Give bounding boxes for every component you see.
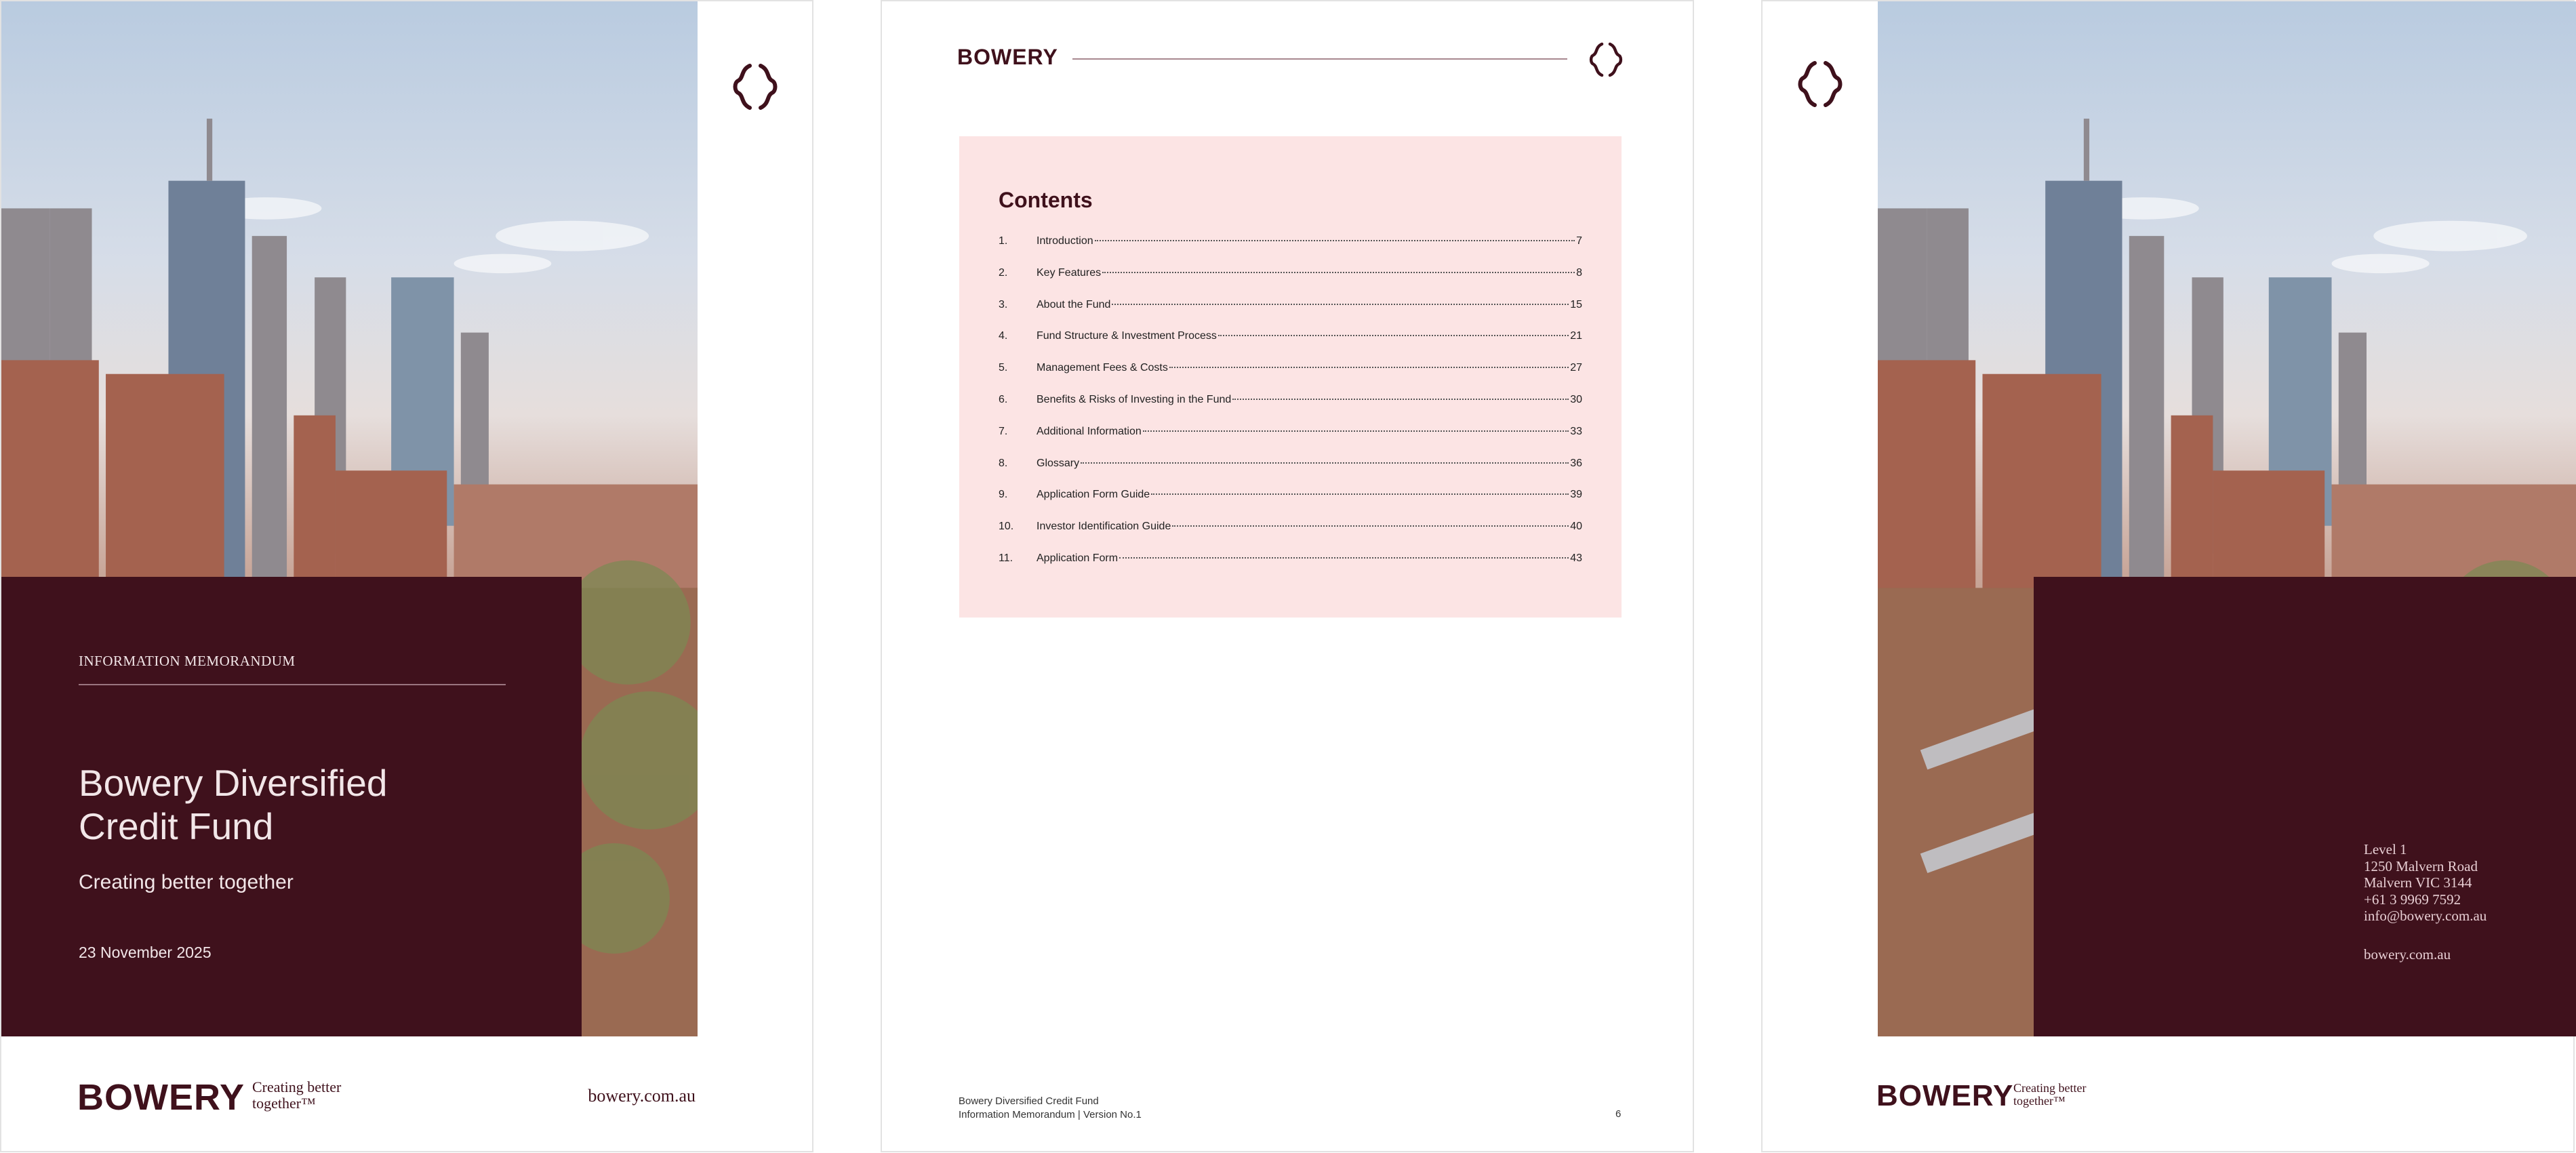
cover-title-panel: [1, 577, 582, 1036]
cover-subtitle: Creating better together: [79, 871, 294, 893]
toc-leader-dots: [1218, 335, 1569, 336]
toc-leader-dots: [1143, 430, 1569, 432]
toc-leader-dots: [1112, 304, 1569, 305]
bowery-mark-icon: [1796, 60, 1844, 108]
toc-entry[interactable]: [999, 267, 1582, 279]
toc-label: Glossary: [1037, 457, 1080, 469]
toc-leader-dots: [1095, 240, 1575, 241]
tagline-line-1: Creating better: [252, 1078, 342, 1095]
tagline-line-1: Creating better: [2013, 1081, 2087, 1095]
toc-leader-dots: [1081, 462, 1569, 464]
toc-label: About the Fund: [1037, 298, 1111, 310]
tagline-line-2: together™: [2013, 1094, 2066, 1108]
toc-label: Application Form Guide: [1037, 489, 1150, 501]
toc-number: 5.: [999, 362, 1008, 374]
toc-leader-dots: [1169, 367, 1569, 368]
contact-panel: [2034, 577, 2576, 1036]
toc-entry[interactable]: [999, 489, 1582, 501]
bowery-wordmark: BOWERY: [1876, 1079, 2014, 1112]
toc-page: 39: [1570, 489, 1582, 501]
toc-label: Additional Information: [1037, 425, 1142, 437]
back-cover-page: [1761, 0, 2575, 1152]
address-line: 1250 Malvern Road: [2364, 857, 2478, 874]
title-line-1: Bowery Diversified: [79, 762, 388, 804]
bowery-wordmark: BOWERY: [77, 1077, 245, 1118]
toc-entry[interactable]: [999, 521, 1582, 533]
tagline: [252, 1079, 341, 1112]
toc-label: Introduction: [1037, 235, 1093, 247]
toc-leader-dots: [1119, 557, 1569, 559]
toc-entry[interactable]: [999, 330, 1582, 342]
cover-date: 23 November 2025: [79, 944, 212, 961]
toc-label: Management Fees & Costs: [1037, 362, 1168, 374]
bowery-mark-icon: [1588, 42, 1624, 77]
toc-leader-dots: [1151, 493, 1569, 495]
page-number: 6: [1615, 1108, 1622, 1120]
divider: [79, 684, 506, 685]
toc-entry[interactable]: [999, 362, 1582, 374]
toc-leader-dots: [1232, 399, 1569, 400]
website-link[interactable]: bowery.com.au: [588, 1086, 696, 1106]
page-footer: [959, 1095, 1142, 1122]
toc-number: 11.: [999, 552, 1013, 564]
toc-number: 10.: [999, 521, 1014, 533]
tagline-line-2: together™: [252, 1095, 316, 1112]
tagline: [2013, 1082, 2086, 1108]
address-line: Malvern VIC 3144: [2364, 874, 2472, 891]
document-type: INFORMATION MEMORANDUM: [79, 653, 296, 669]
contents-page: [881, 0, 1694, 1152]
address-line: Level 1: [2364, 841, 2407, 857]
toc-entry[interactable]: [999, 458, 1582, 470]
toc-page: 36: [1570, 457, 1582, 469]
toc-page: 40: [1570, 521, 1582, 533]
toc-leader-dots: [1172, 525, 1569, 527]
toc-number: 8.: [999, 457, 1008, 469]
address-line: info@bowery.com.au: [2364, 908, 2487, 924]
cover-title: [79, 761, 387, 848]
address-block: [2364, 841, 2487, 925]
contents-heading: Contents: [999, 188, 1093, 212]
toc-entry[interactable]: [999, 235, 1582, 247]
toc-page: 8: [1576, 266, 1582, 279]
toc-entry[interactable]: [999, 426, 1582, 438]
toc-entry[interactable]: [999, 394, 1582, 406]
toc-page: 7: [1576, 235, 1582, 247]
toc-number: 3.: [999, 298, 1008, 310]
toc-entry[interactable]: [999, 299, 1582, 311]
toc-number: 4.: [999, 330, 1008, 342]
toc-number: 7.: [999, 425, 1008, 437]
toc-number: 2.: [999, 266, 1008, 279]
website-link[interactable]: bowery.com.au: [2364, 946, 2451, 963]
footer-line-1: Bowery Diversified Credit Fund: [959, 1095, 1099, 1107]
header-rule: [1072, 58, 1567, 60]
address-line: +61 3 9969 7592: [2364, 891, 2461, 908]
toc-page: 43: [1570, 552, 1582, 564]
toc-number: 1.: [999, 235, 1008, 247]
bowery-mark-icon: [731, 63, 779, 110]
toc-label: Benefits & Risks of Investing in the Fund: [1037, 394, 1232, 405]
toc-label: Key Features: [1037, 266, 1102, 279]
contents-box: [959, 136, 1622, 618]
toc-entry[interactable]: [999, 552, 1582, 565]
toc-leader-dots: [1102, 272, 1575, 273]
toc-page: 27: [1570, 362, 1582, 374]
toc-label: Fund Structure & Investment Process: [1037, 330, 1217, 342]
toc-page: 15: [1570, 298, 1582, 310]
bowery-wordmark: BOWERY: [957, 45, 1058, 69]
toc-page: 33: [1570, 425, 1582, 437]
toc-page: 30: [1570, 394, 1582, 405]
toc-number: 9.: [999, 489, 1008, 501]
toc-page: 21: [1570, 330, 1582, 342]
cover-page: [0, 0, 813, 1152]
toc-label: Investor Identification Guide: [1037, 521, 1171, 533]
title-line-2: Credit Fund: [79, 805, 274, 847]
toc-label: Application Form: [1037, 552, 1119, 564]
footer-line-2: Information Memorandum | Version No.1: [959, 1109, 1142, 1120]
toc-number: 6.: [999, 394, 1008, 405]
